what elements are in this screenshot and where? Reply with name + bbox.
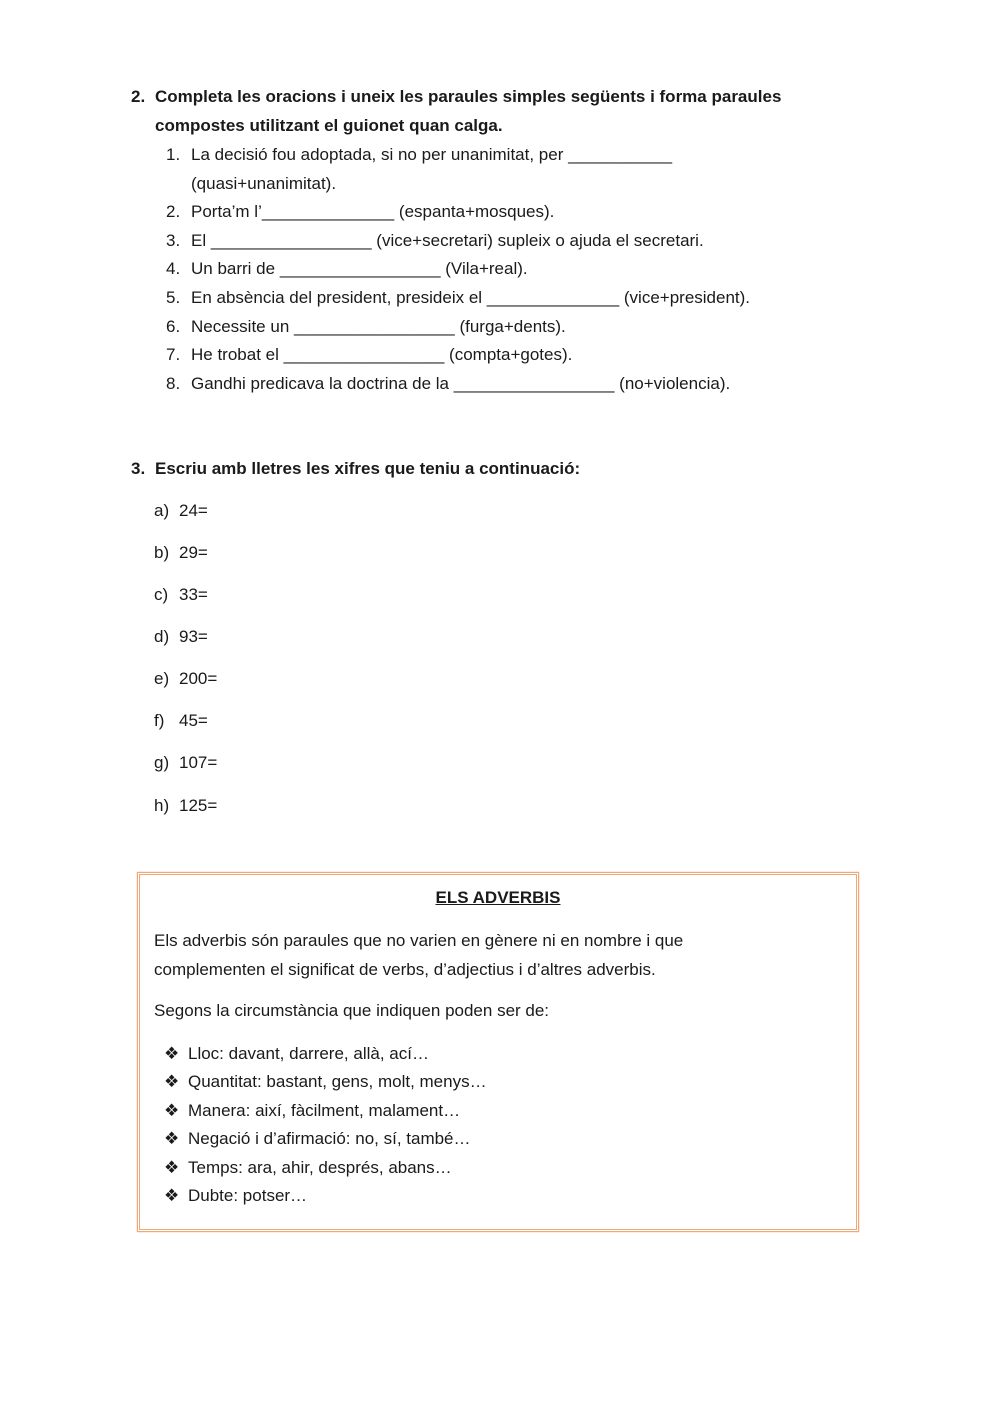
bullet-item: ❖ Quantitat: bastant, gens, molt, menys… — [164, 1072, 487, 1091]
adverbs-info-box — [137, 872, 859, 1232]
exercise-2-title: 2. Completa les oracions i uneix les paraules simples següents i forma paraules — [131, 87, 782, 106]
bullet-item: ❖ Temps: ara, ahir, després, abans… — [164, 1158, 452, 1177]
diamond-bullet-icon: ❖ — [164, 1044, 180, 1063]
box-title: ELS ADVERBIS — [435, 888, 561, 907]
list-item: 6. Necessite un _________________ (furga+dents). — [166, 317, 566, 336]
list-item: a) 24= — [154, 501, 208, 520]
box-paragraph-line: complementen el significat de verbs, d’adjectius i d’altres adverbis. — [154, 960, 656, 979]
list-item: c) 33= — [154, 585, 208, 604]
list-item: 4. Un barri de _________________ (Vila+real). — [166, 259, 528, 278]
diamond-bullet-icon: ❖ — [164, 1101, 180, 1120]
bullet-item: ❖ Dubte: potser… — [164, 1186, 308, 1205]
list-item: b) 29= — [154, 543, 208, 562]
box-paragraph-line: Els adverbis són paraules que no varien en gènere ni en nombre i que — [154, 931, 684, 950]
list-item-cont: (quasi+unanimitat). — [191, 174, 337, 193]
list-item: h) 125= — [154, 796, 218, 815]
list-item: 8. Gandhi predicava la doctrina de la _________________ (no+violencia). — [166, 374, 731, 393]
bullet-item: ❖ Negació i d’afirmació: no, sí, també… — [164, 1129, 471, 1148]
bullet-item: ❖ Manera: així, fàcilment, malament… — [164, 1101, 461, 1120]
list-item: 3. El _________________ (vice+secretari) supleix o ajuda el secretari. — [166, 231, 704, 250]
list-item: e) 200= — [154, 669, 218, 688]
box-intro: Segons la circumstància que indiquen poden ser de: — [154, 1001, 550, 1020]
diamond-bullet-icon: ❖ — [164, 1129, 180, 1148]
exercise-2-title-cont: compostes utilitzant el guionet quan calga. — [155, 116, 503, 135]
diamond-bullet-icon: ❖ — [164, 1072, 180, 1091]
diamond-bullet-icon: ❖ — [164, 1186, 180, 1205]
exercise-3-title: 3. Escriu amb lletres les xifres que teniu a continuació: — [131, 459, 581, 478]
list-item: 5. En absència del president, presideix el ______________ (vice+president). — [166, 288, 751, 307]
bullet-item: ❖ Lloc: davant, darrere, allà, ací… — [164, 1044, 429, 1063]
diamond-bullet-icon: ❖ — [164, 1158, 180, 1177]
list-item: 7. He trobat el _________________ (compta+gotes). — [166, 345, 573, 364]
list-item: d) 93= — [154, 627, 208, 646]
list-item: 1. La decisió fou adoptada, si no per unanimitat, per ___________ — [166, 145, 673, 164]
list-item: g) 107= — [154, 753, 218, 772]
list-item: 2. Porta’m l’______________ (espanta+mosques). — [166, 202, 555, 221]
list-item: f) 45= — [154, 711, 208, 730]
